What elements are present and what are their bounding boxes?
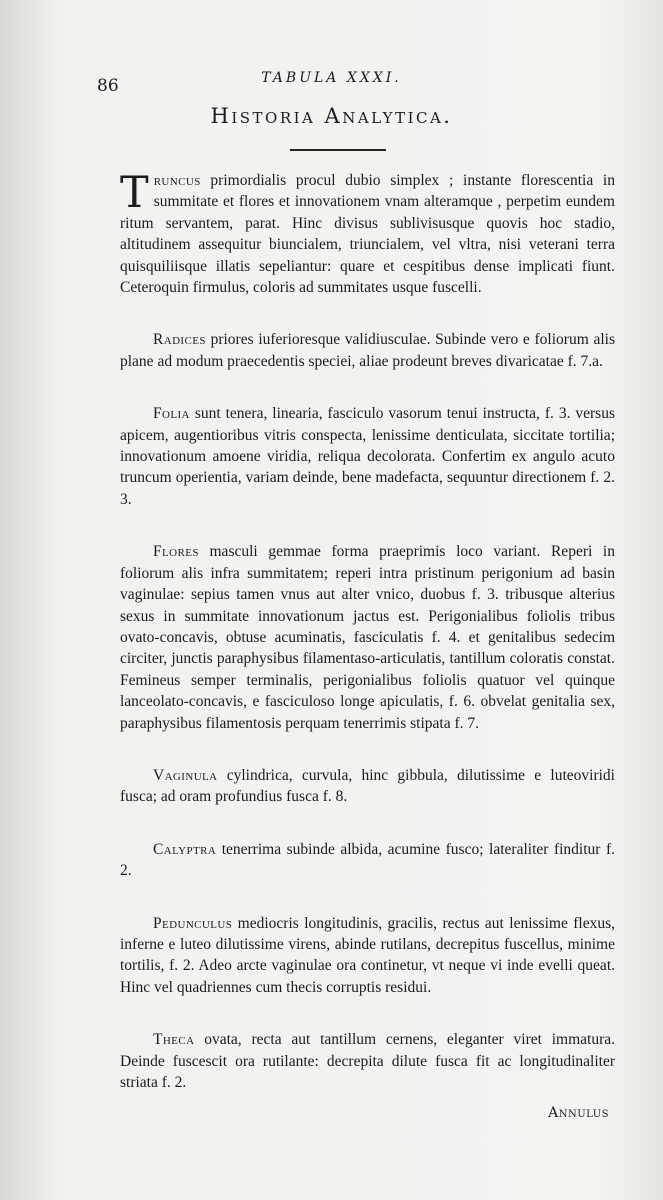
paragraph-flores (120, 541, 615, 734)
paragraph-lead-word: Folia (153, 405, 190, 423)
paragraph-text: mediocris longitudinis, gracilis, rectus aut lenissime flexus, inferne e luteo dilutissime virens, abinde rutilans, decrepitus fuscellus, minime tortilis, f. 2. Adeo arcte vaginulae ora continetur, vt neque vi inde evelli queat. Hinc vel quadriennes cum thecis corruptis residui. (120, 914, 615, 996)
paragraph-theca (120, 1029, 615, 1093)
paragraph-lead-word: Pedunculus (153, 914, 233, 932)
page-number: 86 (97, 76, 119, 96)
paragraph-text: priores iuferioresque validiusculae. Subinde vero e foliorum alis plane ad modum praecedentis speciei, aliae prodeunt breves divaricatae f. 7.a. (120, 331, 615, 370)
paragraph-pedunculus (120, 913, 615, 999)
paragraph-text: cylindrica, curvula, hinc gibbula, dilutissime e luteoviridi fusca; ad oram profundius fusca f. 8. (120, 766, 615, 806)
paragraph-text: primordialis procul dubio simplex ; instante florescentia in summitate et flores et innovationem vnam alteramque , perpetim eundem ritum servantem, parat. Hinc divisus sublivisusque quovis hoc stadio, altitudinem assequitur biuncialem, triuncialem, vel vltra, nisi veterani terra quisquiliisque illatis sepeliantur: quare et cespitibus dense implicati fiunt. Ceteroquin firmulus, coloris ad summitates usque fuscelli. (120, 172, 615, 297)
paragraph-text: masculi gemmae forma praeprimis loco variant. Reperi in foliorum alis infra summitatem; reperi intra pristinum perigonium ad basin vaginulae: sepius tamen vnus aut alter vnico, duobus f. 3. tribusque alterius sexus in summitate innovationum jactus est. Perigonialibus foliolis tribus ovato-concavis, obtuse acuminatis, fasciculatis f. 4. et genitalibus sedecim circiter, junctis paraphysibus filamentaso-articulatis, tantillum coloratis constat. Femineus semper terminalis, perigonialibus foliolis quatuor vel quinque lanceolato-concavis, e fasciculoso longe apiculatis, f. 6. obvelat genitalia sex, paraphysibus filamentosis perquam tenerrimis stipata f. 7. (120, 543, 615, 732)
paragraph-lead-word: Flores (153, 543, 199, 561)
paragraph-folia (120, 403, 615, 510)
paragraph-text: ovata, recta aut tantillum cernens, eleganter viret immatura. Deinde fuscescit ora rutilante: decrepita dilute fusca fit ac longitudinaliter striata f. 2. (120, 1031, 615, 1091)
paragraph-truncus (120, 170, 615, 298)
paragraph-vaginula (120, 765, 615, 808)
catchword: Annulus (548, 1105, 609, 1121)
paragraph-lead-word: Radices (153, 331, 206, 349)
paragraph-calyptra (120, 839, 615, 882)
page-title: Historia Analytica. (210, 104, 453, 128)
paragraph-lead-word: Calyptra (153, 840, 217, 858)
title-rule-divider (290, 149, 386, 151)
text-body (120, 170, 615, 1124)
paragraph-text: sunt tenera, linearia, fasciculo vasorum tenui instructa, f. 3. versus apicem, augentioribus vitris conspecta, lenissime denticulata, siccitate tortilia; innovationum amoene viridia, reliqua decolorata. Confertim ex angulo acuto truncum operientia, variam deinde, bene madefacta, sequuntur directionem f. 2. 3. (120, 405, 615, 508)
paragraph-radices (120, 329, 615, 372)
drop-cap: T (120, 168, 149, 218)
paragraph-lead-word: Vaginula (153, 766, 218, 784)
running-head: TABULA XXXI. (261, 70, 402, 86)
paragraph-lead-word: Theca (153, 1031, 195, 1049)
paragraph-text: tenerrima subinde albida, acumine fusco; lateraliter finditur f. 2. (120, 840, 615, 880)
paragraph-lead-word: runcus (153, 172, 201, 189)
